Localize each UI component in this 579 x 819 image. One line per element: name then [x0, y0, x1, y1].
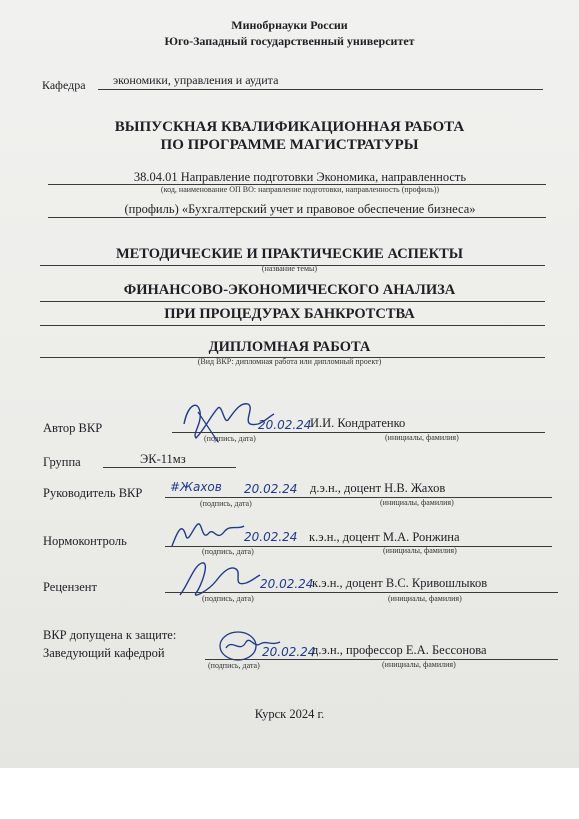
head-sign-line — [205, 659, 311, 660]
work-type-title-line2: ПО ПРОГРАММЕ МАГИСТРАТУРЫ — [160, 137, 419, 153]
topic-line1: МЕТОДИЧЕСКИЕ И ПРАКТИЧЕСКИЕ АСПЕКТЫ — [115, 246, 464, 262]
supervisor-name-caption: (инициалы, фамилия) — [380, 498, 454, 507]
university-heading: Юго-Западный государственный университет — [164, 34, 415, 48]
supervisor-sig-caption: (подпись, дата) — [200, 499, 252, 508]
document-kind-caption: (Вид ВКР: дипломная работа или дипломный проект) — [197, 357, 382, 366]
author-sign-line — [172, 432, 307, 433]
admission-line1: ВКР допущена к защите: — [43, 628, 177, 642]
program-underline-2 — [48, 217, 546, 218]
supervisor-date: 20.02.24 — [244, 482, 298, 496]
author-label: Автор ВКР — [43, 421, 103, 435]
author-name-caption: (инициалы, фамилия) — [385, 433, 459, 442]
topic-line3: ПРИ ПРОЦЕДУРАХ БАНКРОТСТВА — [164, 306, 415, 322]
norm-control-label: Нормоконтроль — [43, 534, 127, 548]
work-type-title-line1: ВЫПУСКНАЯ КВАЛИФИКАЦИОННАЯ РАБОТА — [114, 119, 465, 135]
department-value: экономики, управления и аудита — [113, 73, 279, 87]
group-value: ЭК-11мз — [140, 452, 186, 466]
reviewer-date: 20.02.24 — [260, 577, 314, 591]
reviewer-name: к.э.н., доцент В.С. Кривошлыков — [312, 576, 488, 590]
city-year: Курск 2024 г. — [254, 707, 325, 721]
head-name: д.э.н., профессор Е.А. Бессонова — [312, 643, 487, 657]
topic-underline-3 — [40, 325, 545, 326]
topic-underline-2 — [40, 301, 545, 302]
group-underline — [103, 467, 236, 468]
supervisor-handwriting: #Жахов — [170, 480, 222, 494]
group-label: Группа — [43, 455, 81, 469]
program-caption: (код, наименование ОП ВО: направление подготовки, направленность (профиль)) — [160, 185, 440, 194]
program-line2: (профиль) «Бухгалтерский учет и правовое обеспечение бизнеса» — [124, 202, 476, 216]
reviewer-name-caption: (инициалы, фамилия) — [388, 594, 462, 603]
head-sig-caption: (подпись, дата) — [208, 661, 260, 670]
head-name-caption: (инициалы, фамилия) — [382, 660, 456, 669]
bottom-margin — [0, 768, 579, 819]
reviewer-name-line — [310, 592, 558, 593]
ministry-heading: Минобрнауки России — [231, 18, 348, 32]
topic-line2: ФИНАНСОВО-ЭКОНОМИЧЕСКОГО АНАЛИЗА — [123, 282, 456, 298]
author-name: И.И. Кондратенко — [310, 416, 406, 430]
department-label: Кафедра — [42, 78, 86, 92]
department-underline — [98, 89, 543, 90]
supervisor-name: д.э.н., доцент Н.В. Жахов — [310, 481, 446, 495]
supervisor-label: Руководитель ВКР — [43, 486, 143, 500]
reviewer-sig-caption: (подпись, дата) — [202, 594, 254, 603]
head-date: 20.02.24 — [262, 645, 316, 659]
author-date: 20.02.24 — [258, 418, 312, 432]
program-line1: 38.04.01 Направление подготовки Экономика, направленность — [133, 170, 467, 184]
norm-control-sig-caption: (подпись, дата) — [202, 547, 254, 556]
supervisor-sign-line — [165, 497, 305, 498]
author-sig-caption: (подпись, дата) — [204, 434, 256, 443]
reviewer-label: Рецензент — [43, 580, 97, 594]
reviewer-sign-line — [165, 592, 310, 593]
document-kind-title: ДИПЛОМНАЯ РАБОТА — [208, 339, 371, 355]
topic-caption: (название темы) — [261, 264, 318, 273]
norm-control-name: к.э.н., доцент М.А. Ронжина — [309, 530, 460, 544]
admission-label: Заведующий кафедрой — [43, 646, 165, 660]
norm-control-name-caption: (инициалы, фамилия) — [383, 546, 457, 555]
norm-control-date: 20.02.24 — [244, 530, 298, 544]
